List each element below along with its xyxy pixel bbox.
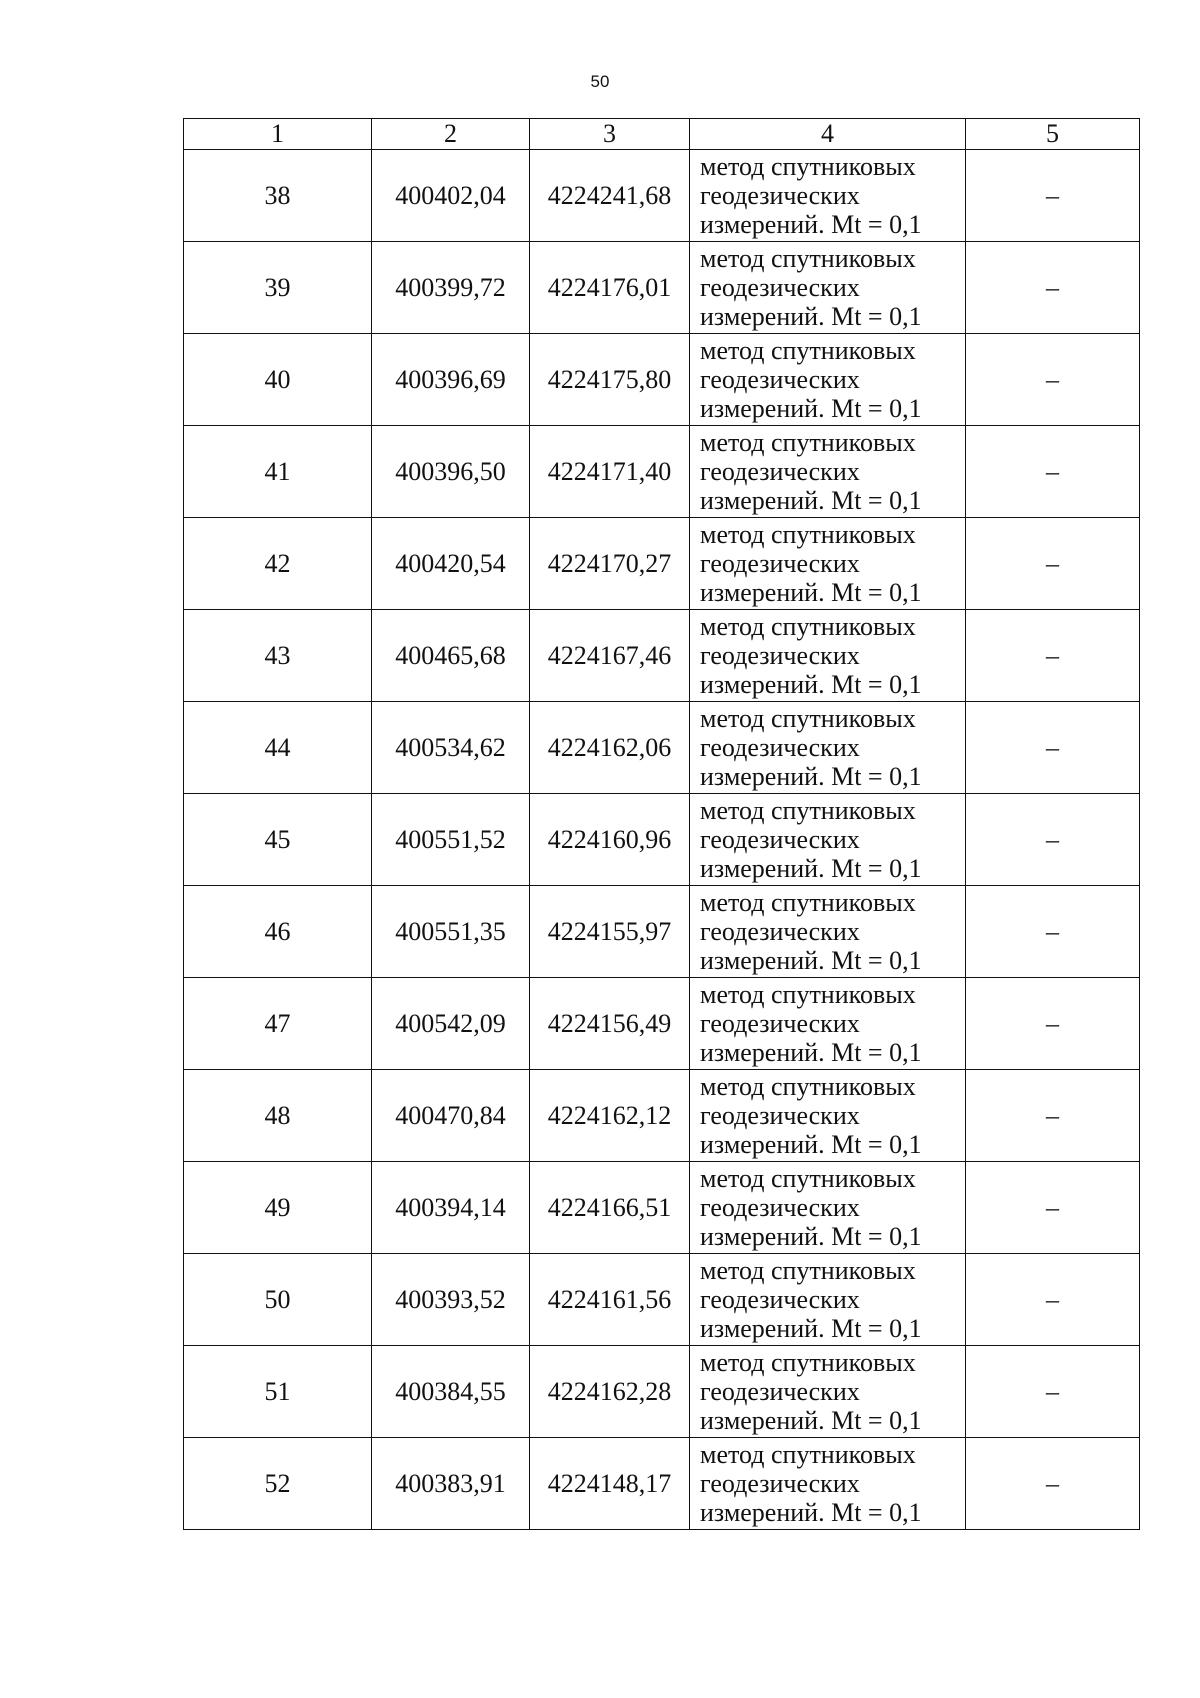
method-cell [690,150,966,242]
method-text-line: геодезических [700,181,860,210]
method-text-line: метод спутниковых [700,152,916,181]
y-coordinate-cell: 4224155,97 [530,886,690,978]
method-cell [690,1346,966,1438]
table-row [184,794,1140,886]
method-cell [690,1162,966,1254]
method-text-line: геодезических [700,549,860,578]
x-coordinate-cell: 400384,55 [372,1346,530,1438]
header-col-3: 3 [530,119,690,150]
method-text-line: геодезических [700,917,860,946]
method-cell [690,242,966,334]
method-text-line: геодезических [700,825,860,854]
method-cell [690,1438,966,1530]
method-cell [690,794,966,886]
method-text-line: геодезических [700,641,860,670]
table-row [184,1070,1140,1162]
point-number-cell: 49 [184,1162,372,1254]
table-row [184,242,1140,334]
method-text-line: метод спутниковых [700,1072,916,1101]
x-coordinate-cell: 400542,09 [372,978,530,1070]
x-coordinate-cell: 400465,68 [372,610,530,702]
point-number-cell: 45 [184,794,372,886]
method-cell [690,1070,966,1162]
method-text-line: метод спутниковых [700,704,916,733]
method-text-line: измерений. Mt = 0,1 [700,210,922,239]
table-row [184,978,1140,1070]
method-text-line: метод спутниковых [700,1348,916,1377]
y-coordinate-cell: 4224175,80 [530,334,690,426]
method-cell [690,1254,966,1346]
method-text-line: измерений. Mt = 0,1 [700,1222,922,1251]
table-header [184,119,1140,150]
point-number-cell: 52 [184,1438,372,1530]
method-text-line: геодезических [700,457,860,486]
point-number-cell: 42 [184,518,372,610]
method-text-line: геодезических [700,1285,860,1314]
method-text-line: измерений. Mt = 0,1 [700,1406,922,1435]
x-coordinate-cell: 400534,62 [372,702,530,794]
note-cell: – [966,978,1140,1070]
x-coordinate-cell: 400470,84 [372,1070,530,1162]
method-text-line: геодезических [700,733,860,762]
table-row [184,426,1140,518]
point-number-cell: 40 [184,334,372,426]
header-col-5: 5 [966,119,1140,150]
x-coordinate-cell: 400551,35 [372,886,530,978]
coordinates-table [183,118,1140,1530]
table-row [184,610,1140,702]
y-coordinate-cell: 4224176,01 [530,242,690,334]
method-text-line: измерений. Mt = 0,1 [700,854,922,883]
point-number-cell: 44 [184,702,372,794]
x-coordinate-cell: 400396,69 [372,334,530,426]
note-cell: – [966,794,1140,886]
x-coordinate-cell: 400420,54 [372,518,530,610]
method-text-line: измерений. Mt = 0,1 [700,1498,922,1527]
note-cell: – [966,242,1140,334]
method-text-line: геодезических [700,1193,860,1222]
method-text-line: геодезических [700,1377,860,1406]
x-coordinate-cell: 400383,91 [372,1438,530,1530]
y-coordinate-cell: 4224171,40 [530,426,690,518]
point-number-cell: 50 [184,1254,372,1346]
method-text-line: метод спутниковых [700,428,916,457]
point-number-cell: 46 [184,886,372,978]
method-text-line: метод спутниковых [700,980,916,1009]
note-cell: – [966,610,1140,702]
table-row [184,1254,1140,1346]
method-text-line: метод спутниковых [700,1164,916,1193]
point-number-cell: 51 [184,1346,372,1438]
header-col-1: 1 [184,119,372,150]
y-coordinate-cell: 4224167,46 [530,610,690,702]
method-text-line: геодезических [700,1009,860,1038]
method-text-line: измерений. Mt = 0,1 [700,762,922,791]
method-text-line: измерений. Mt = 0,1 [700,302,922,331]
method-text-line: метод спутниковых [700,888,916,917]
method-text-line: метод спутниковых [700,1440,916,1469]
table-row [184,1438,1140,1530]
method-text-line: измерений. Mt = 0,1 [700,1130,922,1159]
note-cell: – [966,150,1140,242]
table-row [184,1162,1140,1254]
note-cell: – [966,1162,1140,1254]
method-cell [690,702,966,794]
method-text-line: измерений. Mt = 0,1 [700,1038,922,1067]
point-number-cell: 47 [184,978,372,1070]
y-coordinate-cell: 4224241,68 [530,150,690,242]
method-text-line: измерений. Mt = 0,1 [700,578,922,607]
table-row [184,1346,1140,1438]
note-cell: – [966,1346,1140,1438]
method-cell [690,978,966,1070]
method-text-line: геодезических [700,273,860,302]
note-cell: – [966,426,1140,518]
method-text-line: метод спутниковых [700,796,916,825]
method-cell [690,334,966,426]
method-text-line: метод спутниковых [700,612,916,641]
table-body [184,150,1140,1530]
method-text-line: измерений. Mt = 0,1 [700,946,922,975]
method-cell [690,426,966,518]
y-coordinate-cell: 4224156,49 [530,978,690,1070]
y-coordinate-cell: 4224162,12 [530,1070,690,1162]
table-row [184,702,1140,794]
note-cell: – [966,702,1140,794]
note-cell: – [966,1438,1140,1530]
table-row [184,886,1140,978]
method-text-line: метод спутниковых [700,244,916,273]
x-coordinate-cell: 400551,52 [372,794,530,886]
y-coordinate-cell: 4224170,27 [530,518,690,610]
x-coordinate-cell: 400402,04 [372,150,530,242]
header-row [184,119,1140,150]
point-number-cell: 38 [184,150,372,242]
note-cell: – [966,886,1140,978]
y-coordinate-cell: 4224148,17 [530,1438,690,1530]
point-number-cell: 39 [184,242,372,334]
method-text-line: геодезических [700,365,860,394]
page-number: 50 [590,72,610,91]
x-coordinate-cell: 400393,52 [372,1254,530,1346]
method-text-line: метод спутниковых [700,520,916,549]
note-cell: – [966,1070,1140,1162]
header-col-4: 4 [690,119,966,150]
point-number-cell: 41 [184,426,372,518]
table-row [184,150,1140,242]
note-cell: – [966,518,1140,610]
point-number-cell: 43 [184,610,372,702]
x-coordinate-cell: 400399,72 [372,242,530,334]
method-cell [690,518,966,610]
y-coordinate-cell: 4224166,51 [530,1162,690,1254]
header-col-2: 2 [372,119,530,150]
method-text-line: измерений. Mt = 0,1 [700,670,922,699]
note-cell: – [966,1254,1140,1346]
method-text-line: геодезических [700,1469,860,1498]
x-coordinate-cell: 400396,50 [372,426,530,518]
y-coordinate-cell: 4224160,96 [530,794,690,886]
x-coordinate-cell: 400394,14 [372,1162,530,1254]
y-coordinate-cell: 4224162,06 [530,702,690,794]
method-cell [690,886,966,978]
y-coordinate-cell: 4224162,28 [530,1346,690,1438]
point-number-cell: 48 [184,1070,372,1162]
table-row [184,334,1140,426]
table-row [184,518,1140,610]
method-cell [690,610,966,702]
method-text-line: метод спутниковых [700,1256,916,1285]
method-text-line: измерений. Mt = 0,1 [700,1314,922,1343]
method-text-line: метод спутниковых [700,336,916,365]
y-coordinate-cell: 4224161,56 [530,1254,690,1346]
note-cell: – [966,334,1140,426]
method-text-line: измерений. Mt = 0,1 [700,394,922,423]
method-text-line: геодезических [700,1101,860,1130]
method-text-line: измерений. Mt = 0,1 [700,486,922,515]
